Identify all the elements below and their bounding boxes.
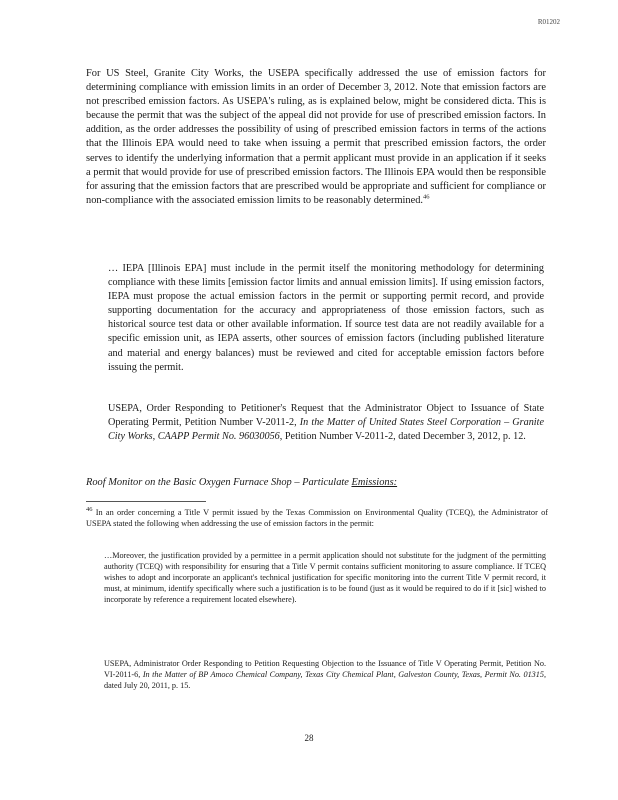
footnote-reference: 46 xyxy=(423,193,430,201)
footnote-citation xyxy=(104,658,546,691)
footnote-quote: …Moreover, the justification provided by a permittee in a permit application should not substitute for the judgment of the permitting authority (TCEQ) with responsibility for ensuring that a Title V permit contains sufficient monitoring to assure compliance. If TCEQ wishes to adopt and incorporate an applicant's technical justification for specific monitoring into the current Title V permit record, it must, at minimum, identify specifically where such a justification is to be found (just as it would be required to do if it [sic] wished to incorporate by reference a requirement located elsewhere). xyxy=(104,551,546,605)
citation-suffix: , Petition Number V-2011-2, dated December 3, 2012, p. 12. xyxy=(279,431,526,443)
footnote-divider xyxy=(86,501,206,502)
quote-citation xyxy=(108,402,544,444)
footnote-citation-case: In the Matter of BP Amoco Chemical Company, Texas City Chemical Plant, Galveston County, Texas, Permit No. 01315 xyxy=(142,670,544,680)
body-paragraph xyxy=(86,67,546,208)
footnote-citation-suffix: , dated July 20, 2011, p. 15. xyxy=(104,670,546,691)
page-number: 28 xyxy=(304,733,314,743)
section-heading xyxy=(86,477,397,488)
footnote-marker: 46 xyxy=(86,506,93,514)
footnote-text: In an order concerning a Title V permit issued by the Texas Commission on Environmental Quality (TCEQ), the Administrator of USEPA stated the following when addressing the use of emission factors in the permit: xyxy=(86,508,549,529)
footnote-paragraph xyxy=(86,507,548,529)
body-paragraph-text: For US Steel, Granite City Works, the USEPA specifically addressed the use of emission factors for determining compliance with emission limits in an order of December 3, 2012. Note that emission factors are not prescribed emission factors. As USEPA's ruling, as is explained below, might be considered dicta. This is because the permit that was the subject of the appeal did not provide for use of prescribed emission factors. In addition, as the order addresses the possibility of using of prescribed emission factors in terms of the actions that the Illinois EPA would need to take when issuing a permit that prescribed emission factors, the order serves to identify the underlying information that a permit applicant must provide in an application if it seeks a permit that would provide for use of prescribed emission factors. The Illinois EPA would then be responsible for assuring that the emission factors that are prescribed would be appropriate and sufficient for compliance or non-compliance with the associated emission limits to be reasonably determined. xyxy=(86,68,546,206)
footnote-citation-prefix: USEPA, Administrator Order Responding to Petition Requesting Objection to the Issuance of Title V Operating Permit, Petition No. VI-2011-6, xyxy=(104,659,546,680)
block-quote: … IEPA [Illinois EPA] must include in the permit itself the monitoring methodology for determining compliance with these limits [emission factor limits and annual emission limits]. If using emission factors, IEPA must propose the actual emission factors in the permit or supporting permit record, and provide supporting documentation for the accuracy and appropriateness of those emission factors, such as historical source test data or other available information. If source test data are not readily available for a specific emission unit, as IEPA asserts, other sources of emission factors (including published literature and material and energy balances) must be reviewed and cited for acceptable emission factors before issuing the permit. xyxy=(108,263,544,373)
document-id: R01202 xyxy=(537,18,560,26)
section-heading-text: Roof Monitor on the Basic Oxygen Furnace Shop – Particulate xyxy=(86,477,352,488)
citation-prefix: USEPA, Order Responding to Petitioner's Request that the Administrator Object to Issuance of State Operating Permit, Petition Number V-2011-2, xyxy=(108,403,544,429)
section-heading-underlined: Emissions: xyxy=(351,477,398,488)
citation-case-name: In the Matter of United States Steel Corporation – Granite City Works, CAAPP Permit No. 96030056 xyxy=(108,417,544,443)
